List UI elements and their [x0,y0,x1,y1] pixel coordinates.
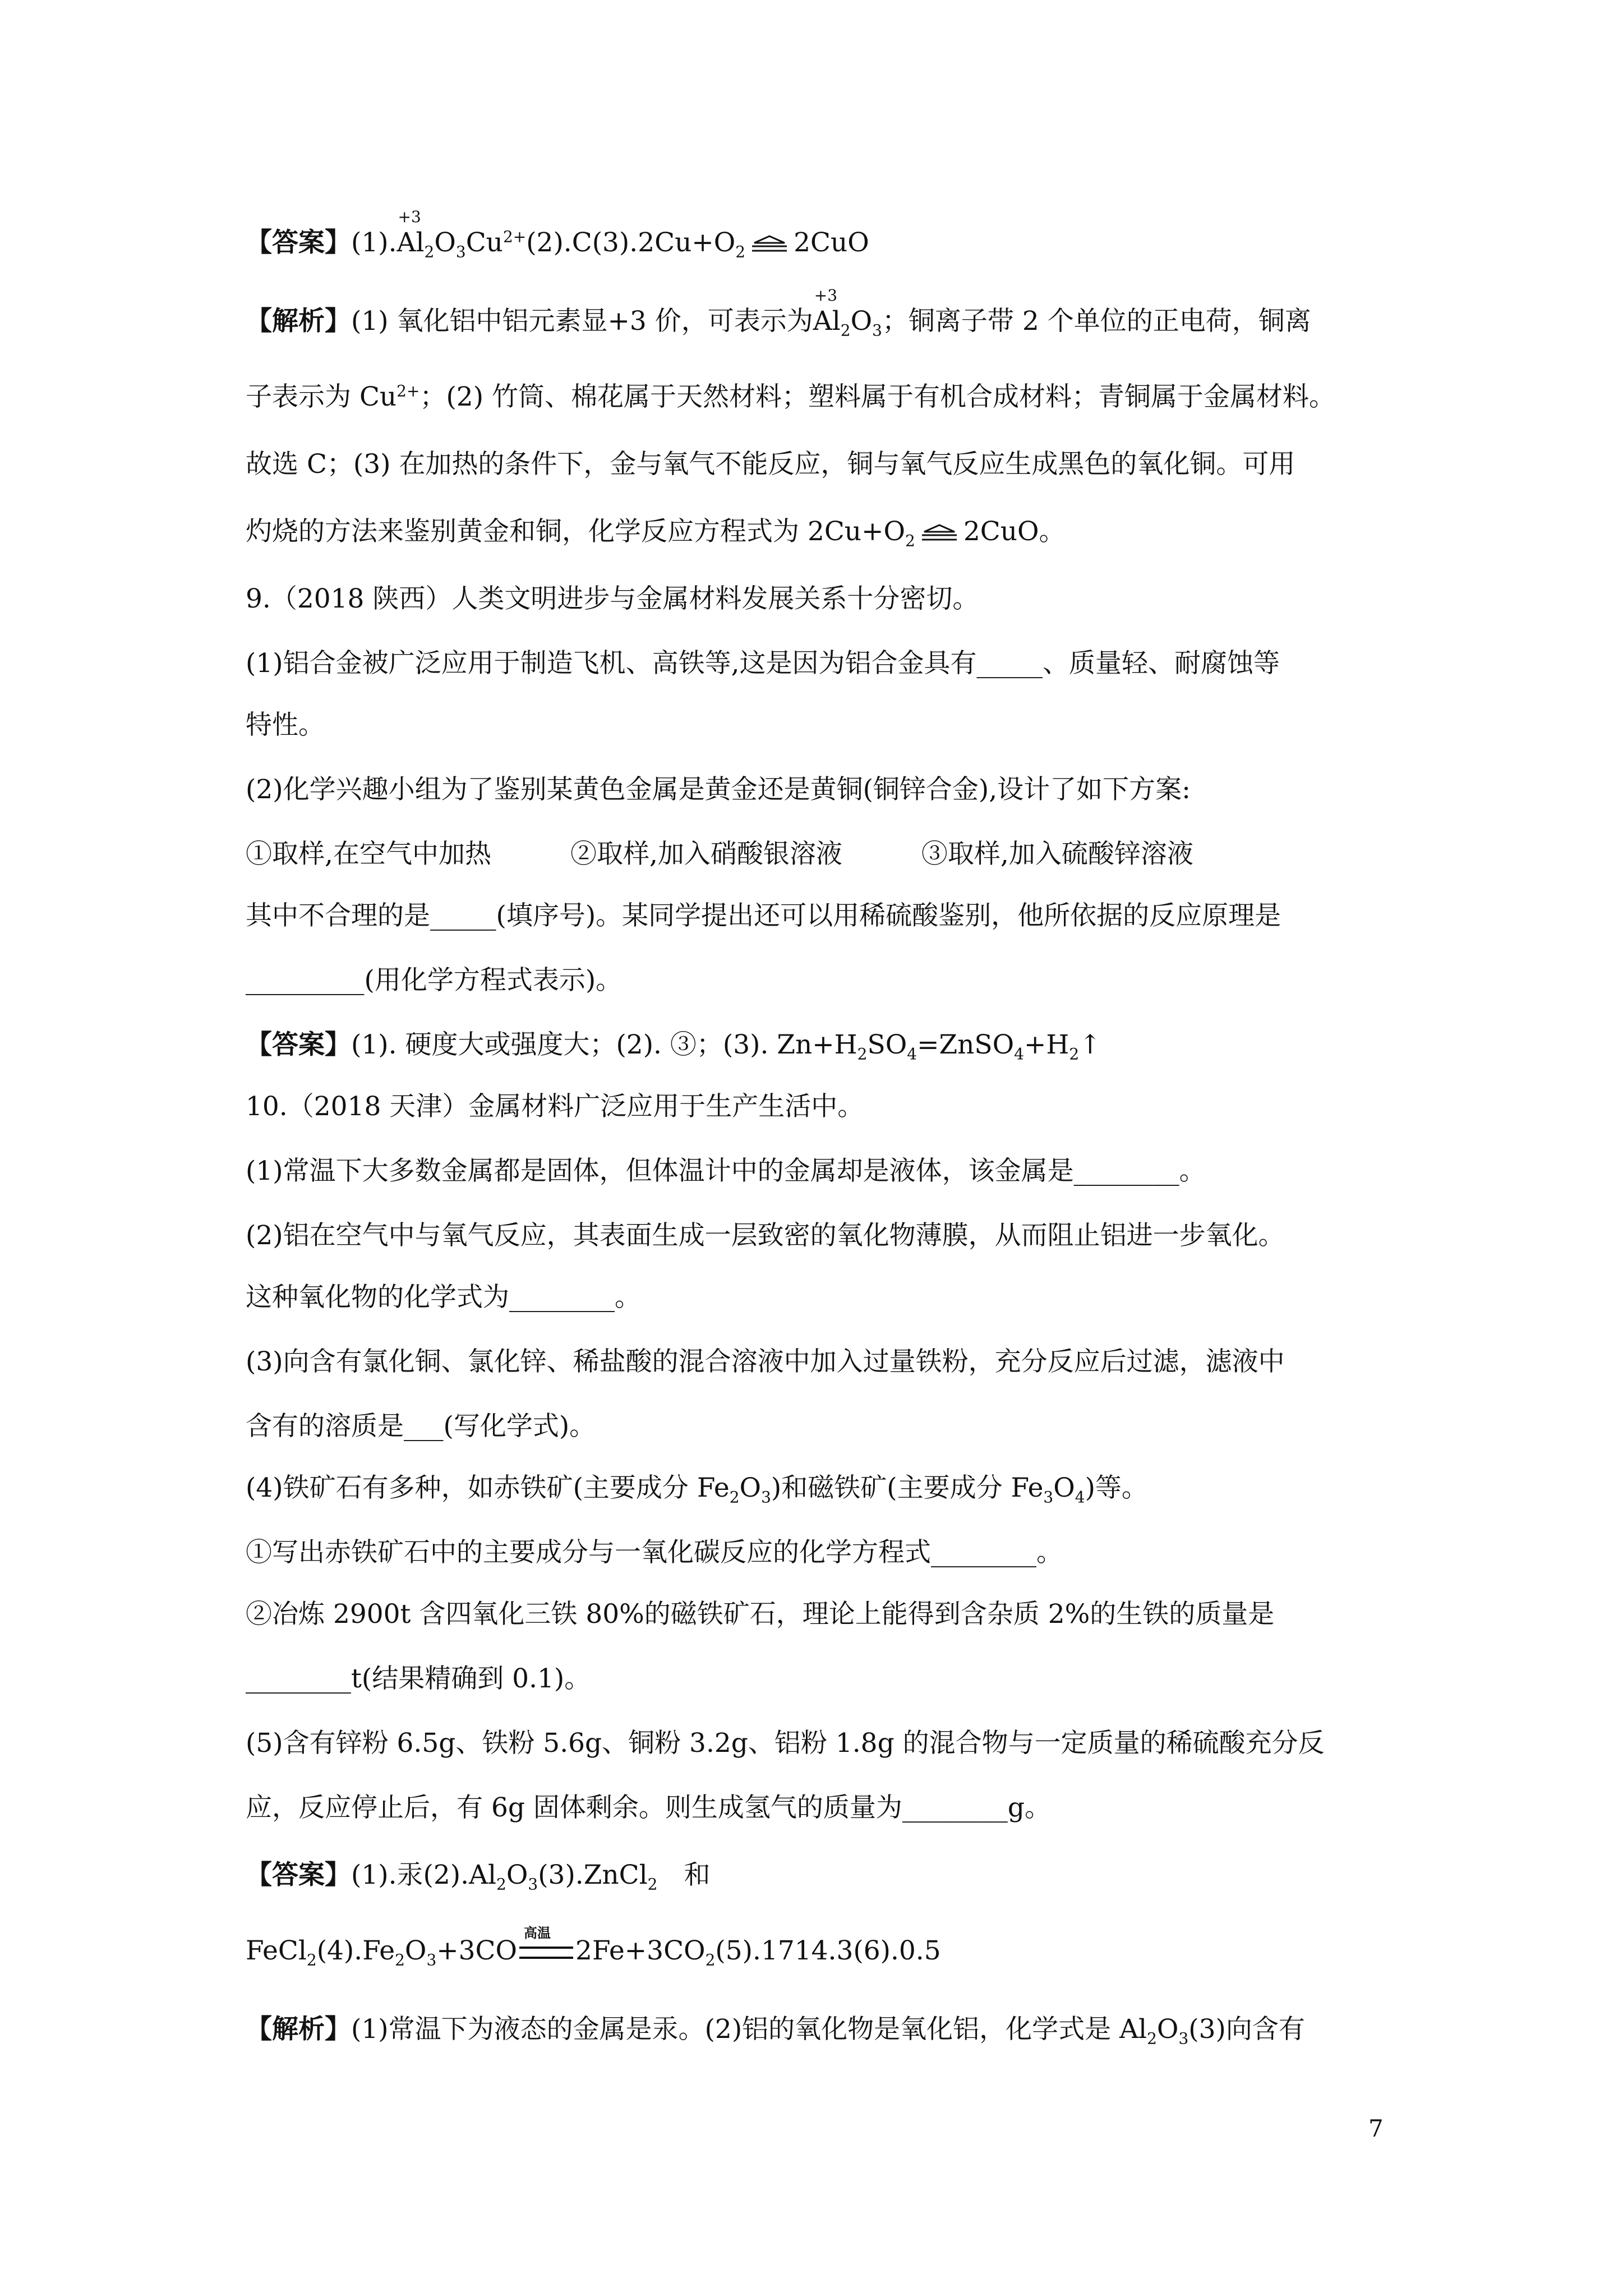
question-10-part-4-sub-2-cont: ________t(结果精确到 0.1)。 [246,1663,591,1694]
question-9-part-2: (2)化学兴趣小组为了鉴别某黄色金属是黄金还是黄铜(铜锌合金),设计了如下方案: [246,774,1191,805]
question-9-part-2-end: _________(用化学方程式表示)。 [246,965,623,996]
question-9-part-2-cont: 其中不合理的是_____(填序号)。某同学提出还可以用稀硫酸鉴别，他所依据的反应原理是 [246,900,1281,931]
question-10-part-4-sub-1: ①写出赤铁矿石中的主要成分与一氧化碳反应的化学方程式________。 [246,1537,1063,1568]
question-9-title: 9.（2018 陕西）人类文明进步与金属材料发展关系十分密切。 [246,583,979,614]
question-10-part-4-sub-2: ②冶炼 2900t 含四氧化三铁 80%的磁铁矿石，理论上能得到含杂质 2%的生铁的质量是 [246,1599,1275,1630]
question-10-part-3-cont: 含有的溶质是___(写化学式)。 [246,1411,596,1442]
analysis-line-2: 子表示为 $Cu^{2+}$；(2) 竹筒、棉花属于天然材料；塑料属于有机合成材料；青铜属于金属材料。 [246,381,1335,412]
analysis-line-4: 灼烧的方法来鉴别黄金和铜，化学反应方程式为 $2Cu+O_2$ 2CuO。 [246,513,1387,550]
question-9-part-1-cont: 特性。 [246,710,325,740]
question-10-part-5: (5)含有锌粉 6.5g、铁粉 5.6g、铜粉 3.2g、铝粉 1.8g 的混合物与一定质量的稀硫酸充分反 [246,1728,1325,1759]
oxidation-state: +3 Al [396,208,425,258]
answer-line-8: 【答案】(1). +3 $Al_2O_3Cu^{2+}(2).C(3).2Cu+O_2$ 2CuO [246,208,869,261]
answer-line-10: 【答案】(1).汞$(2).Al_2O_3(3).ZnCl_2$ 和 [246,1860,711,1894]
question-10-part-2: (2)铝在空气中与氧气反应，其表面生成一层致密的氧化物薄膜，从而阻止铝进一步氧化。 [246,1220,1285,1251]
question-10-part-5-cont: 应，反应停止后，有 6g 固体剩余。则生成氢气的质量为________g。 [246,1792,1051,1823]
question-9-options: ①取样,在空气中加热 ②取样,加入硝酸银溶液 ③取样,加入硫酸锌溶液 [246,839,1193,869]
answer-line-9: 【答案】(1). 硬度大或强度大；(2). ③；(3). $Zn+H_2SO_4=ZnSO_4+H_2↑$ [246,1029,1101,1064]
analysis-line-1: 【解析】(1) 氧化铝中铝元素显+3 价，可表示为 +3 $Al_2O_3$；铜离子带 2 个单位的正电荷，铜离 [246,286,1311,340]
question-10-part-1: (1)常温下大多数金属都是固体，但体温计中的金属却是液体，该金属是________。 [246,1156,1206,1186]
heating-equal-sign-icon [920,513,959,550]
page-number: 7 [1368,2115,1384,2142]
oxidation-state: +3 Al [813,286,841,337]
question-10-part-2-cont: 这种氧化物的化学式为________。 [246,1282,641,1313]
question-9-part-1: (1)铝合金被广泛应用于制造飞机、高铁等,这是因为铝合金具有_____、质量轻、耐腐蚀等 [246,648,1280,679]
question-10-title: 10.（2018 天津）金属材料广泛应用于生产生活中。 [246,1091,864,1122]
analysis-line-10: 【解析】(1)常温下为液态的金属是汞。(2)铝的氧化物是氧化铝，化学式是 $Al_2O_3(3)$向含有 [246,2014,1305,2048]
question-10-part-3: (3)向含有氯化铜、氯化锌、稀盐酸的混合溶液中加入过量铁粉，充分反应后过滤，滤液中 [246,1346,1285,1377]
answer-line-10-cont: $FeCl_2(4).Fe_2O_3+3CO$ 高温 $2Fe+3CO_2(5).1714.3(6).0.5$ [246,1925,941,1970]
analysis-line-3: 故选 C；(3) 在加热的条件下，金与氧气不能反应，铜与氧气反应生成黑色的氧化铜。可用 [246,449,1295,480]
heating-equal-sign-icon [750,224,789,261]
high-temperature-sign: 高温 [519,1932,573,1970]
question-10-part-4: (4)铁矿石有多种，如赤铁矿(主要成分 $Fe_2O_3$)和磁铁矿(主要成分 $Fe_3O_4$)等。 [246,1473,1148,1507]
